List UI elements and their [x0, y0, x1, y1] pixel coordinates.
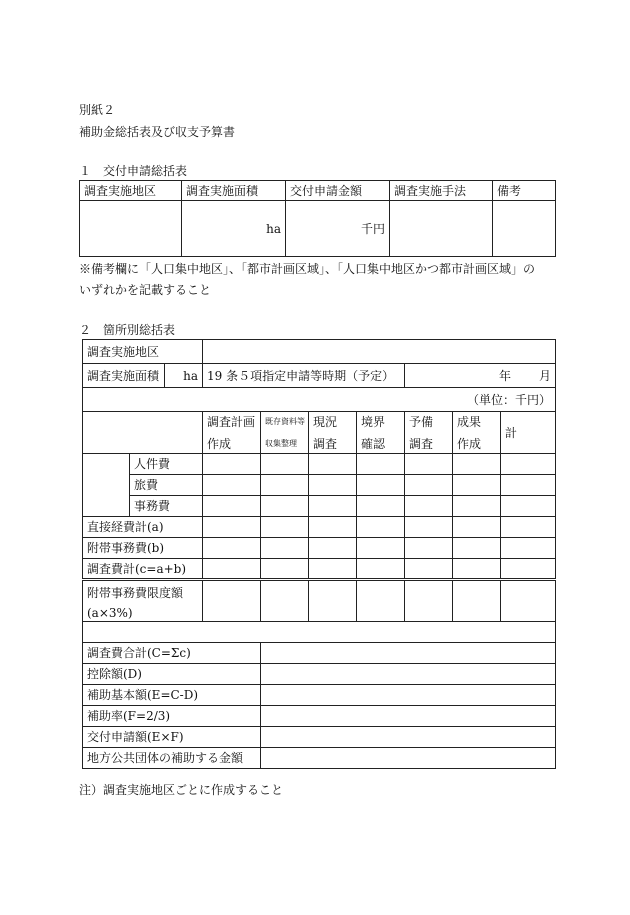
label-schedule: 19 条５項指定申請等時期（予定）	[203, 364, 405, 388]
cell-method[interactable]	[390, 201, 493, 257]
cell[interactable]	[309, 496, 357, 517]
cell-schedule-date[interactable]	[405, 364, 556, 388]
row-incidental-limit: 附帯事務費限度額 (a×3%)	[83, 580, 203, 622]
cell[interactable]	[261, 496, 309, 517]
row-travel: 旅費	[130, 475, 203, 496]
cell[interactable]	[357, 517, 405, 538]
row-local-gov-subsidy: 地方公共団体の補助する金額	[83, 748, 261, 769]
cell[interactable]	[203, 538, 261, 559]
cell[interactable]	[357, 580, 405, 622]
col-boundary-check: 境界 確認	[357, 412, 405, 454]
year-label: 年	[499, 368, 512, 383]
cell[interactable]	[501, 475, 556, 496]
label-survey-district: 調査実施地区	[83, 340, 203, 364]
cell-deduction[interactable]	[261, 664, 556, 685]
remarks-note-line1: ※備考欄に「人口集中地区」、「都市計画区域」、「人口集中地区かつ都市計画区域」の	[79, 262, 536, 276]
document-title: 補助金総括表及び収支予算書	[79, 125, 236, 139]
cell[interactable]	[261, 517, 309, 538]
cell[interactable]	[203, 580, 261, 622]
cell-area-ha-unit[interactable]: ha	[165, 364, 203, 388]
cell-amount-thousand-yen[interactable]: 千円	[286, 201, 390, 257]
section2-heading: ２ 箇所別総括表	[79, 323, 176, 337]
label-survey-area: 調査実施面積	[83, 364, 165, 388]
cell-subsidy-rate[interactable]	[261, 706, 556, 727]
row-survey-grand-total: 調査費合計(C=Σc)	[83, 643, 261, 664]
cell-local-gov-subsidy[interactable]	[261, 748, 556, 769]
cell[interactable]	[357, 538, 405, 559]
col-plan-creation: 調査計画 作成	[203, 412, 261, 454]
cell[interactable]	[203, 517, 261, 538]
row-direct-total: 直接経費計(a)	[83, 517, 203, 538]
application-summary-table	[79, 180, 556, 257]
cell[interactable]	[405, 454, 453, 475]
spacer-row	[83, 622, 556, 643]
col-survey-district: 調査実施地区	[80, 181, 182, 201]
cell[interactable]	[405, 580, 453, 622]
cell[interactable]	[261, 559, 309, 580]
cell[interactable]	[501, 454, 556, 475]
cell-survey-grand-total[interactable]	[261, 643, 556, 664]
cell[interactable]	[309, 517, 357, 538]
row-survey-total: 調査費計(c=a+b)	[83, 559, 203, 580]
attachment-label: 別紙２	[79, 103, 116, 117]
cell[interactable]	[501, 538, 556, 559]
cell[interactable]	[203, 496, 261, 517]
cell-area-ha[interactable]: ha	[182, 201, 286, 257]
cell[interactable]	[405, 517, 453, 538]
cell[interactable]	[357, 496, 405, 517]
cell-subsidy-base[interactable]	[261, 685, 556, 706]
district-summary-table	[82, 339, 556, 769]
col-survey-method: 調査実施手法	[390, 181, 493, 201]
cell[interactable]	[309, 475, 357, 496]
row-application-amount: 交付申請額(E×F)	[83, 727, 261, 748]
col-preliminary-survey: 予備 調査	[405, 412, 453, 454]
footnote: 注）調査実施地区ごとに作成すること	[79, 783, 284, 797]
cell-district[interactable]	[80, 201, 182, 257]
remarks-note-line2: いずれかを記載すること	[79, 283, 212, 297]
unit-note: （単位：千円）	[83, 388, 556, 412]
header-blank	[83, 412, 203, 454]
cell[interactable]	[203, 454, 261, 475]
cell[interactable]	[261, 454, 309, 475]
col-result-creation: 成果 作成	[453, 412, 501, 454]
col-survey-area: 調査実施面積	[182, 181, 286, 201]
cell[interactable]	[261, 538, 309, 559]
cell[interactable]	[357, 559, 405, 580]
sub-items-blank	[83, 454, 130, 517]
cell[interactable]	[203, 559, 261, 580]
cell[interactable]	[501, 559, 556, 580]
cell[interactable]	[357, 454, 405, 475]
cell[interactable]	[453, 580, 501, 622]
cell[interactable]	[357, 475, 405, 496]
col-existing-data: 既存資料等 収集整理	[261, 412, 309, 454]
row-deduction: 控除額(D)	[83, 664, 261, 685]
cell[interactable]	[261, 580, 309, 622]
cell[interactable]	[405, 559, 453, 580]
cell[interactable]	[309, 580, 357, 622]
cell[interactable]	[309, 454, 357, 475]
cell[interactable]	[405, 538, 453, 559]
cell[interactable]	[453, 538, 501, 559]
section1-heading: １ 交付申請総括表	[79, 164, 188, 178]
cell-remarks[interactable]	[493, 201, 556, 257]
cell[interactable]	[453, 475, 501, 496]
month-label: 月	[539, 368, 552, 383]
cell[interactable]	[453, 559, 501, 580]
col-current-survey: 現況 調査	[309, 412, 357, 454]
cell[interactable]	[405, 475, 453, 496]
row-subsidy-rate: 補助率(F=2/3)	[83, 706, 261, 727]
cell[interactable]	[453, 496, 501, 517]
row-incidental: 附帯事務費(b)	[83, 538, 203, 559]
row-personnel: 人件費	[130, 454, 203, 475]
cell-application-amount[interactable]	[261, 727, 556, 748]
row-office: 事務費	[130, 496, 203, 517]
cell[interactable]	[453, 454, 501, 475]
cell[interactable]	[203, 475, 261, 496]
cell[interactable]	[261, 475, 309, 496]
col-remarks: 備考	[493, 181, 556, 201]
cell[interactable]	[501, 517, 556, 538]
cell[interactable]	[501, 496, 556, 517]
col-total: 計	[501, 412, 556, 454]
row-subsidy-base: 補助基本額(E=C-D)	[83, 685, 261, 706]
col-application-amount: 交付申請金額	[286, 181, 390, 201]
cell-survey-district-value[interactable]	[203, 340, 556, 364]
cell[interactable]	[309, 538, 357, 559]
cell[interactable]	[309, 559, 357, 580]
cell[interactable]	[501, 580, 556, 622]
cell[interactable]	[453, 517, 501, 538]
cell[interactable]	[405, 496, 453, 517]
